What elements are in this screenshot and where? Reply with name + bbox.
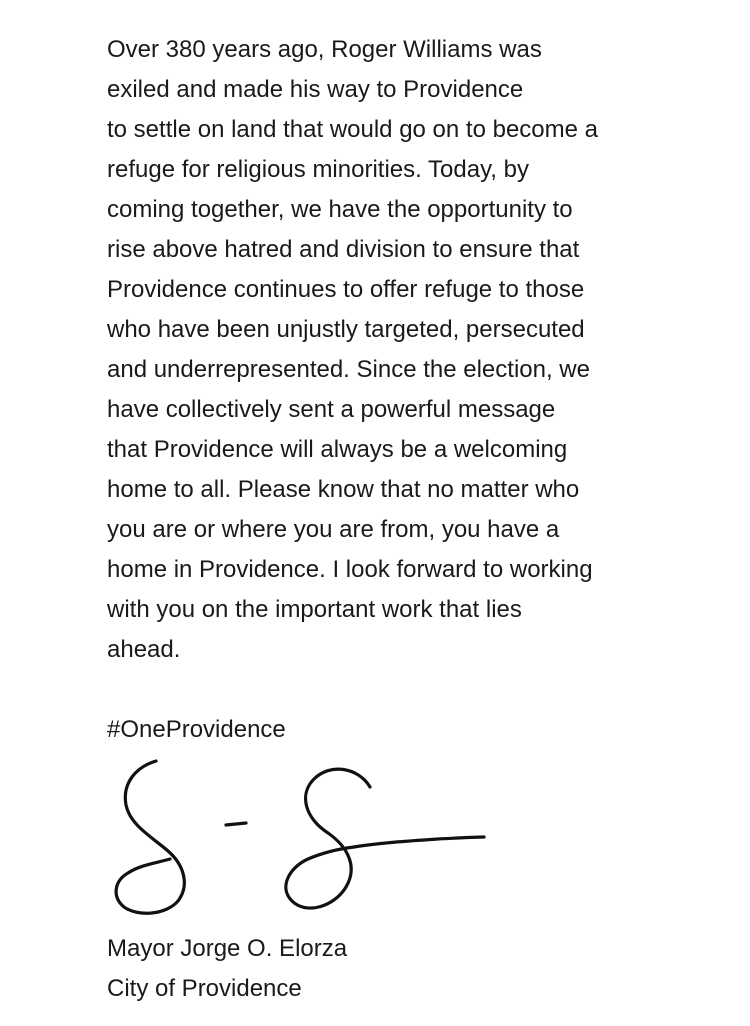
letter-line: coming together, we have the opportunity to bbox=[107, 196, 573, 223]
letter-line: with you on the important work that lies bbox=[107, 596, 522, 623]
paragraph-gap bbox=[107, 670, 727, 710]
signature-stroke bbox=[354, 837, 484, 847]
letter-line: home in Providence. I look forward to working bbox=[107, 556, 593, 583]
letter-body bbox=[107, 30, 727, 750]
handwritten-signature bbox=[108, 755, 488, 925]
signature-stroke bbox=[116, 761, 184, 913]
letter-line: Over 380 years ago, Roger Williams was bbox=[107, 36, 542, 63]
letter-line: rise above hatred and division to ensure that bbox=[107, 236, 580, 263]
signer-office: City of Providence bbox=[107, 975, 302, 1002]
letter-line: ahead. bbox=[107, 636, 181, 663]
letter-line: you are or where you are from, you have a bbox=[107, 516, 560, 543]
letter-line: exiled and made his way to Providence bbox=[107, 76, 524, 103]
signature-stroke bbox=[226, 823, 246, 825]
letter-line: Providence continues to offer refuge to those bbox=[107, 276, 585, 303]
letter-line: have collectively sent a powerful message bbox=[107, 396, 556, 423]
letter-line: to settle on land that would go on to become a bbox=[107, 116, 599, 143]
letter-line: who have been unjustly targeted, persecuted bbox=[107, 316, 585, 343]
letter-line: home to all. Please know that no matter who bbox=[107, 476, 580, 503]
letter-line: and underrepresented. Since the election, we bbox=[107, 356, 590, 383]
signature-stroke bbox=[286, 769, 370, 908]
hashtag: #OneProvidence bbox=[107, 716, 286, 743]
signer-name: Mayor Jorge O. Elorza bbox=[107, 935, 348, 962]
letter-line: that Providence will always be a welcoming bbox=[107, 436, 568, 463]
letter-line: refuge for religious minorities. Today, by bbox=[107, 156, 529, 183]
signature-block bbox=[107, 929, 347, 1009]
